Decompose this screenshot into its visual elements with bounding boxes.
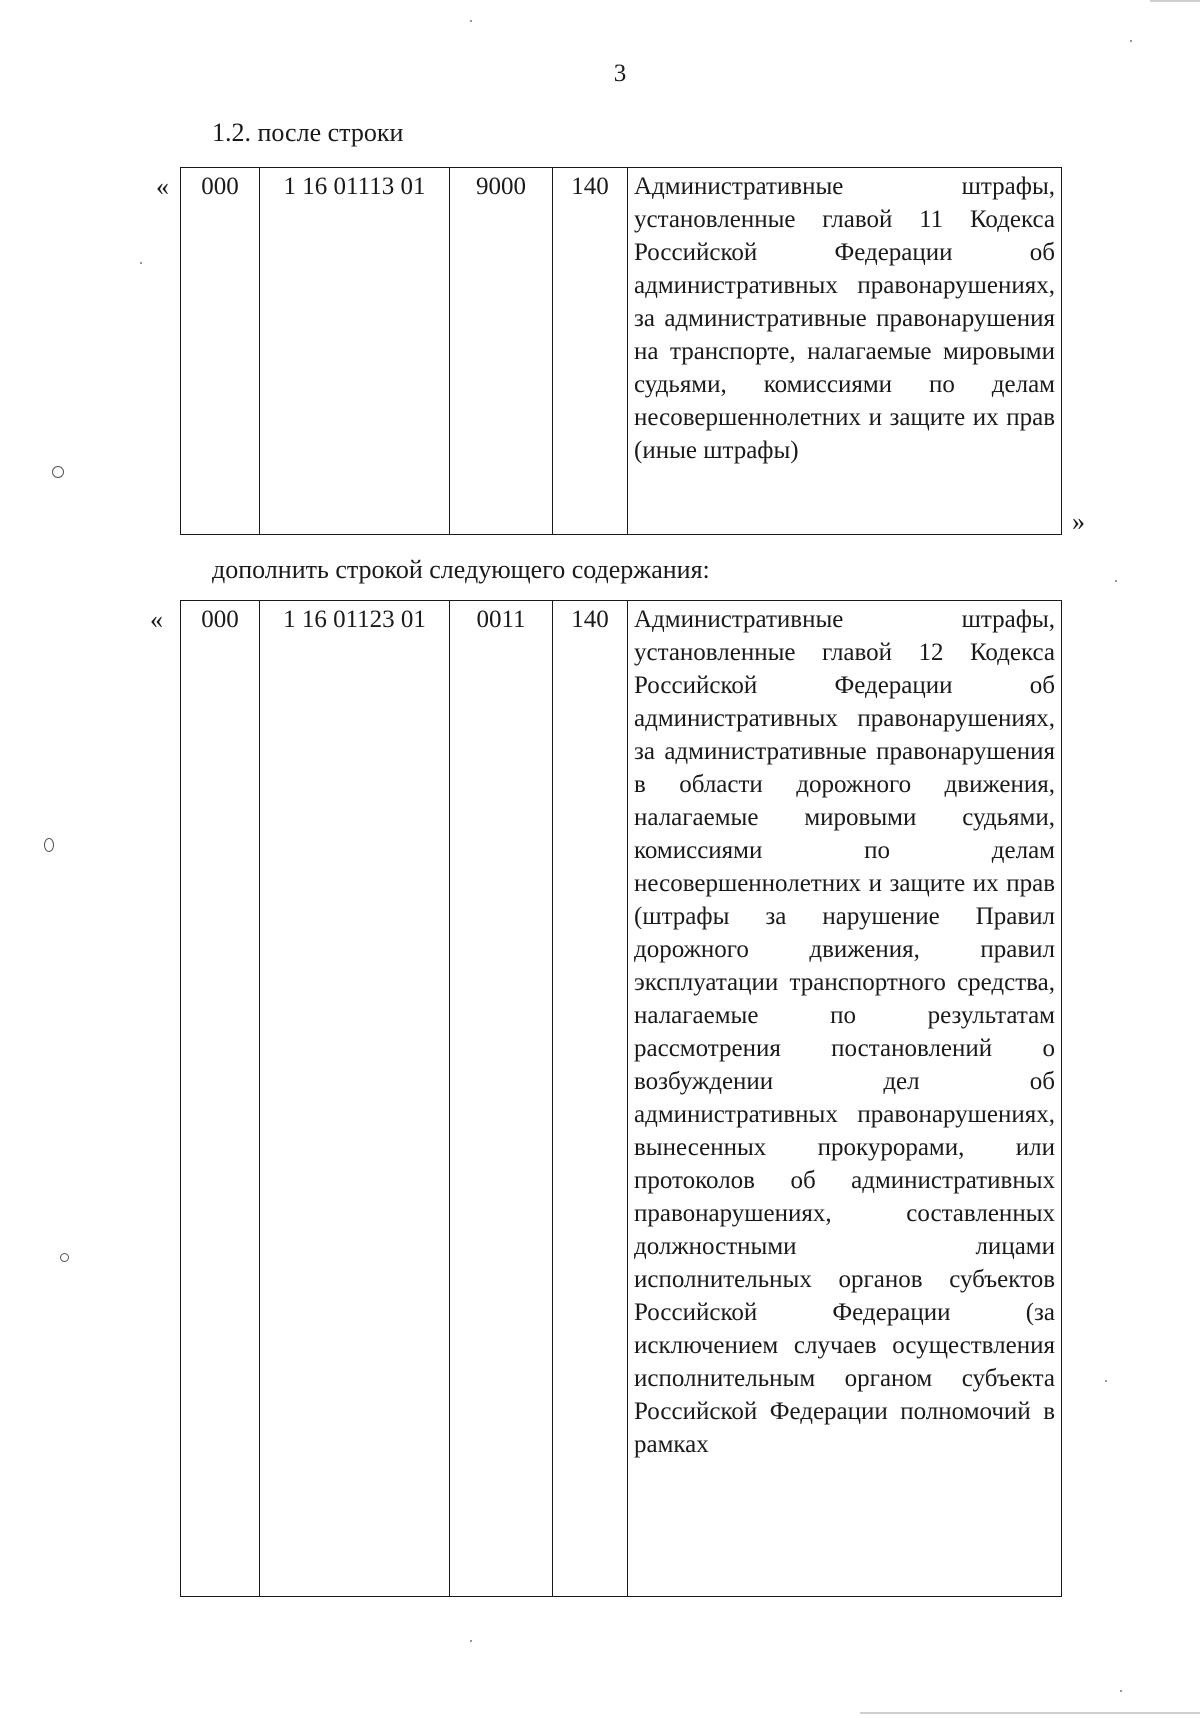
table-new-row: [180, 600, 1062, 1597]
subcode-cell: 9000: [450, 168, 553, 535]
scan-speck: [470, 20, 472, 22]
kosgu-code-cell: 140: [553, 168, 628, 535]
scan-speck: [44, 838, 54, 852]
scan-speck: [140, 262, 142, 264]
description-cell: Административные штрафы, установленные главой 11 Кодекса Российской Федерации об административных правонарушениях, за административные правонарушения на транспорте, налагаемые мировыми судьями, комиссиями по делам несовершеннолетних и защите их прав (иные штрафы): [628, 168, 1062, 535]
scan-speck: [470, 1640, 472, 1642]
admin-code-cell: 000: [181, 168, 260, 535]
close-quote-1: »: [1072, 507, 1085, 536]
scan-speck: [1105, 1380, 1107, 1382]
paragraph-after-line: 1.2. после строки: [212, 118, 404, 147]
kosgu-code-cell: 140: [553, 601, 628, 1597]
admin-code-cell: 000: [181, 601, 260, 1597]
scan-speck: [60, 1253, 69, 1262]
description-cell: Административные штрафы, установленные главой 12 Кодекса Российской Федерации об административных правонарушениях, за административные правонарушения в области дорожного движения, налагаемые мировыми судьями, комиссиями по делам несовершеннолетних и защите их прав (штрафы за нарушение Правил дорожного движения, правил эксплуатации транспортного средства, налагаемые по результатам рассмотрения постановлений о возбуждении дел об административных правонарушениях, вынесенных прокурорами, или протоколов об административных правонарушениях, составленных должностными лицами исполнительных органов субъектов Российской Федерации (за исключением случаев осуществления исполнительным органом субъекта Российской Федерации полномочий в рамках: [628, 601, 1062, 1597]
scan-speck: [1130, 40, 1132, 42]
scan-speck: [52, 466, 64, 478]
table-row: [181, 601, 1062, 1597]
kbk-code-cell: 1 16 01123 01: [260, 601, 450, 1597]
subcode-cell: 0011: [450, 601, 553, 1597]
table-existing-row: [180, 167, 1062, 535]
table-row: [181, 168, 1062, 535]
page-number: 3: [613, 60, 627, 87]
scan-speck: [1115, 580, 1117, 582]
kbk-code-cell: 1 16 01113 01: [260, 168, 450, 535]
paragraph-add-row: дополнить строкой следующего содержания:: [212, 555, 710, 584]
scan-speck: [1120, 1690, 1122, 1692]
scan-edge: [860, 1712, 1200, 1714]
open-quote-2: «: [150, 605, 163, 634]
open-quote-1: «: [156, 172, 169, 201]
scan-edge: [1150, 0, 1200, 2]
